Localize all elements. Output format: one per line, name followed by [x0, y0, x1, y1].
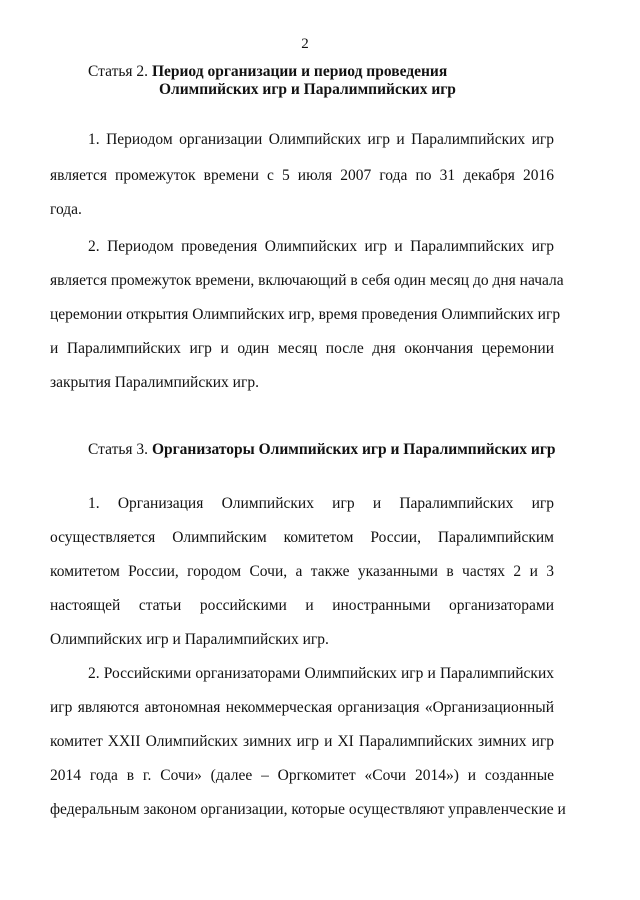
- article-3-prefix: Статья 3.: [88, 441, 152, 458]
- article-2-heading-line-1: [88, 62, 447, 82]
- article-3-p2-line-4: 2014 года в г. Сочи» (далее – Оргкомитет «Сочи 2014») и созданные: [50, 767, 554, 784]
- article-3-p2-line-2: игр являются автономная некоммерческая организация «Организационный: [50, 699, 554, 716]
- article-2-title-line-1: Период организации и период проведения: [151, 63, 448, 80]
- article-2-p2-line-5: закрытия Паралимпийских игр.: [50, 374, 259, 391]
- article-2-prefix: Статья 2.: [88, 63, 152, 80]
- article-2-p2-line-1: 2. Периодом проведения Олимпийских игр и Паралимпийских игр: [88, 238, 554, 255]
- article-2-title-line-2: Олимпийских игр и Паралимпийских игр: [159, 81, 456, 98]
- article-3-p1-line-3: комитетом России, городом Сочи, а также указанными в частях 2 и 3: [50, 563, 554, 580]
- article-3-heading: [88, 440, 556, 460]
- article-2-p2-line-3: церемонии открытия Олимпийских игр, время проведения Олимпийских игр: [50, 306, 561, 323]
- article-2-p1-line-1: 1. Периодом организации Олимпийских игр и Паралимпийских игр: [88, 131, 554, 148]
- article-2-p1-line-2: является промежуток времени с 5 июля 2007 года по 31 декабря 2016: [50, 167, 554, 184]
- article-2-p2-line-4: и Паралимпийских игр и один месяц после дня окончания церемонии: [50, 340, 554, 357]
- article-3-p2-line-3: комитет XXII Олимпийских зимних игр и XI Паралимпийских зимних игр: [50, 733, 554, 750]
- article-3-p1-line-1: 1. Организация Олимпийских игр и Паралимпийских игр: [88, 495, 554, 512]
- article-3-p2-line-5: федеральным законом организации, которые осуществляют управленческие и: [50, 801, 566, 818]
- article-3-p1-line-5: Олимпийских игр и Паралимпийских игр.: [50, 631, 329, 648]
- article-3-title: Организаторы Олимпийских игр и Паралимпийских игр: [151, 441, 556, 458]
- article-3-p1-line-2: осуществляется Олимпийским комитетом России, Паралимпийским: [50, 529, 554, 546]
- article-3-p2-line-1: 2. Российскими организаторами Олимпийских игр и Паралимпийских: [88, 665, 554, 682]
- article-2-p1-line-3: года.: [50, 201, 82, 218]
- article-2-p2-line-2: является промежуток времени, включающий в себя один месяц до дня начала: [50, 272, 564, 289]
- article-3-p1-line-4: настоящей статьи российскими и иностранными организаторами: [50, 597, 554, 614]
- page-number: 2: [301, 36, 309, 52]
